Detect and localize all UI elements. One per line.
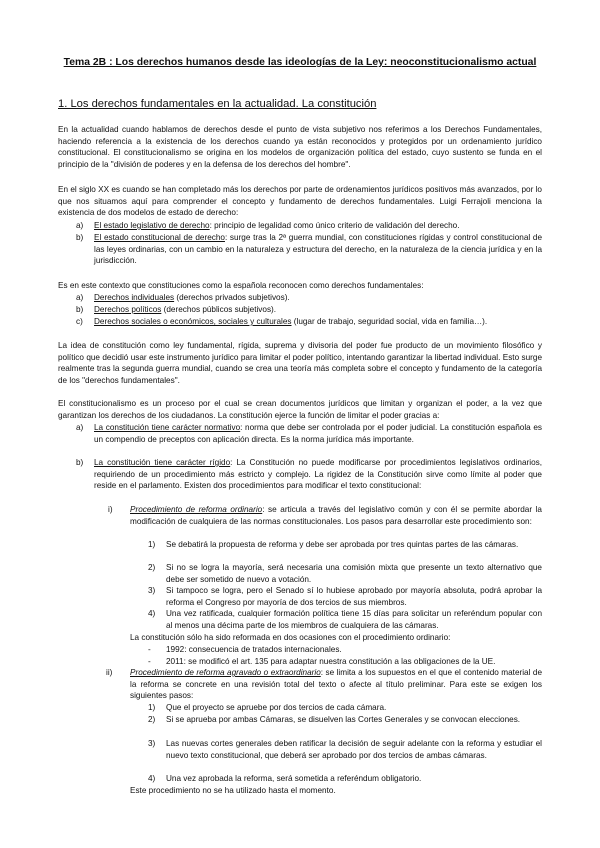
- list-term: El estado constitucional de derecho: [94, 233, 225, 242]
- list-item: [94, 292, 290, 304]
- list-item: [94, 457, 542, 492]
- list-term: Derechos individuales: [94, 293, 175, 302]
- list-marker: a): [76, 221, 84, 230]
- list-item: [94, 232, 542, 267]
- procedure-note: Este procedimiento no se ha utilizado hasta el momento.: [130, 786, 336, 795]
- list-item: [94, 316, 487, 328]
- section-heading: 1. Los derechos fundamentales en la actualidad. La constitución: [58, 98, 377, 110]
- procedure-name: Procedimiento de reforma ordinario: [130, 505, 263, 514]
- list-marker: a): [76, 423, 84, 432]
- list-term: La constitución tiene carácter normativo: [94, 423, 241, 432]
- list-item: [94, 220, 542, 232]
- paragraph-constitution-idea: La idea de constitución como ley fundamental, rígida, suprema y divisoria del poder fue producto de un movimiento filosófico y político que decidió usar este instrumento jurídico para limitar el poder político, intentando garantizar la libertad individual. Esto surge realmente tras la segunda guerra mundial, cuando se crea una teoría más completa sobre el concepto y fundamento de la categoría de los "derechos fundamentales".: [58, 341, 542, 385]
- list-marker: ii): [106, 668, 113, 677]
- paragraph-constitutionalism: El constitucionalismo es un proceso por el cual se crean documentos jurídicos que limitan y organizan el poder, a la vez que garantizan los derechos de los ciudadanos. La constitución ejerce la función de limitar el poder gracias a:: [58, 399, 542, 420]
- list-marker: a): [76, 293, 84, 302]
- procedure-name: Procedimiento de reforma agravado o extraordinario: [130, 668, 321, 677]
- step-marker: 2): [148, 563, 156, 572]
- list-marker: b): [76, 305, 84, 314]
- list-text: : surge tras la 2ª guerra mundial, con constituciones rígidas y control constitucional de las leyes ordinarias, con un cambio en la naturaleza y estructura del derecho, en la naturaleza de la ciencia jurídica y en la jurisdicción.: [94, 233, 543, 266]
- list-term: El estado legislativo de derecho: [94, 221, 210, 230]
- paragraph-context: Es en este contexto que constituciones como la española reconocen como derechos fundamentales:: [58, 281, 424, 290]
- procedure-step: Una vez ratificada, cualquier formación política tiene 15 días para solicitar un referéndum popular con al menos una décima parte de los miembros de cualquiera de las cámaras.: [166, 609, 542, 630]
- procedure-text: : se articula a través del legislativo común y con él se permite abordar la modificación de cualquiera de las normas constitucionales. Los pasos para desarrollar este procedimiento son:: [130, 505, 542, 526]
- procedure-step: Una vez aprobada la reforma, será sometida a referéndum obligatorio.: [166, 774, 422, 783]
- procedure-step: Que el proyecto se apruebe por dos tercios de cada cámara.: [166, 703, 387, 712]
- step-marker: 3): [148, 739, 156, 748]
- list-text: (derechos públicos subjetivos).: [161, 305, 277, 314]
- procedure-step: Si no se logra la mayoría, será necesaria una comisión mixta que presente un texto alternativo que debe ser sometido de nuevo a votación.: [166, 563, 542, 584]
- list-item: [94, 422, 542, 445]
- reform-item: 1992: consecuencia de tratados internacionales.: [166, 645, 342, 654]
- bullet-marker: -: [148, 657, 151, 666]
- list-text: : principio de legalidad como único criterio de validación del derecho.: [209, 221, 460, 230]
- procedure-step: Si tampoco se logra, pero el Senado sí lo hubiese aprobado por mayoría absoluta, podrá aprobar la reforma el Congreso por mayoría de dos tercios de sus miembros.: [166, 586, 542, 607]
- paragraph-intro: En la actualidad cuando hablamos de derechos desde el punto de vista subjetivo nos referimos a los Derechos Fundamentales, haciendo referencia a la existencia de los derechos cuando ya están reconocidos y protegidos por un ordenamiento jurídico constitucional. El constitucionalismo se origina en los modelos de organización política del estado, cuyo sustento se funda en el principio de la "división de poderes y en la defensa de los derechos del hombre".: [58, 125, 542, 169]
- list-text: (lugar de trabajo, seguridad social, vida en familia…).: [291, 317, 488, 326]
- list-text: : La Constitución no puede modificarse por procedimientos legislativos ordinarios, requiriendo de un procedimiento más estricto y complejo. La rigidez de la Constitución sirve como límite al poder que reside en el parlamento. Existen dos procedimientos para modificar el texto constitucional:: [94, 458, 542, 491]
- document-title: Tema 2B : Los derechos humanos desde las ideologías de la Ley: neoconstitucionalismo actual: [63, 57, 537, 68]
- list-term: Derechos sociales o económicos, sociales y culturales: [94, 317, 292, 326]
- paragraph-siglo-xx: En el siglo XX es cuando se han completado más los derechos por parte de ordenamientos jurídicos positivos más avanzados, por lo que nos situamos aquí para comprender el concepto y fundamento de derechos fundamentales. Luigi Ferrajoli menciona la existencia de dos modelos de estado de derecho:: [58, 185, 542, 218]
- step-marker: 4): [148, 774, 156, 783]
- reform-note: La constitución sólo ha sido reformada en dos ocasiones con el procedimiento ordinario:: [130, 633, 451, 642]
- bullet-marker: -: [148, 645, 151, 654]
- step-marker: 3): [148, 586, 156, 595]
- step-marker: 1): [148, 703, 156, 712]
- procedure-step: Se debatirá la propuesta de reforma y debe ser aprobada por tres quintas partes de las cámaras.: [166, 540, 519, 549]
- list-text: : norma que debe ser controlada por el poder judicial. La constitución española es un compendio de preceptos con aplicación directa. Es la norma jurídica más importante.: [94, 423, 542, 444]
- list-marker: c): [76, 317, 83, 326]
- list-marker: b): [76, 458, 84, 467]
- list-marker: i): [108, 505, 113, 514]
- list-text: (derechos privados subjetivos).: [174, 293, 290, 302]
- step-marker: 4): [148, 609, 156, 618]
- procedure-text: : se limita a los supuestos en el que el contenido material de la reforma se concrete en una revisión total del texto o afecte al título preliminar. Para este se exigen los siguientes pasos:: [130, 668, 542, 701]
- procedure-step: Si se aprueba por ambas Cámaras, se disuelven las Cortes Generales y se convocan elecciones.: [166, 715, 521, 724]
- list-term: La constitución tiene carácter rígido: [94, 458, 231, 467]
- list-term: Derechos políticos: [94, 305, 162, 314]
- procedure-ordinario: [130, 504, 542, 527]
- step-marker: 1): [148, 540, 156, 549]
- list-item: [94, 304, 276, 316]
- procedure-step: Las nuevas cortes generales deben ratificar la decisión de seguir adelante con la reforma y estudiar el nuevo texto constitucional, que deberá ser aprobado por dos tercios de ambas cámaras.: [166, 739, 542, 760]
- list-marker: b): [76, 233, 84, 242]
- step-marker: 2): [148, 715, 156, 724]
- procedure-agravado: [130, 667, 542, 702]
- reform-item: 2011: se modificó el art. 135 para adaptar nuestra constitución a las obligaciones de la UE.: [166, 657, 496, 666]
